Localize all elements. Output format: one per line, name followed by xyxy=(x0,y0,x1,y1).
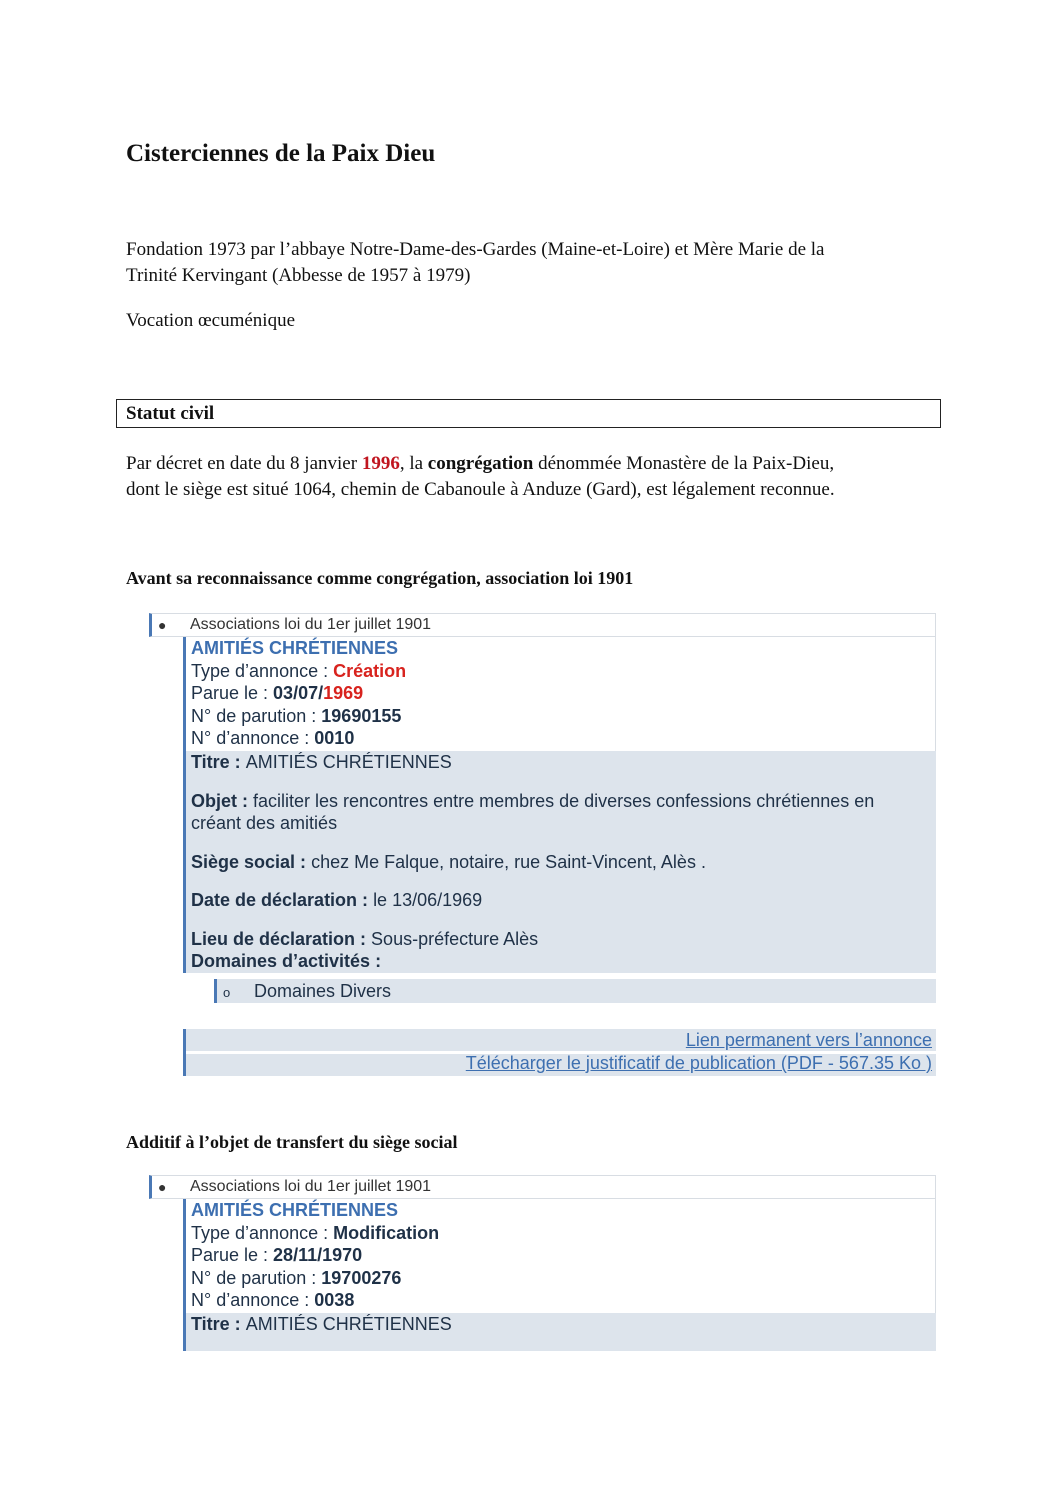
statut-text: Par décret en date du 8 janvier xyxy=(126,453,362,474)
section2-heading: Additif à l’objet de transfert du siège social xyxy=(126,1132,458,1152)
domaine-value: Domaines Divers xyxy=(254,981,392,1001)
titre-value: AMITIÉS CHRÉTIENNES xyxy=(245,1314,452,1334)
lieu-declaration-label: Lieu de déclaration : xyxy=(191,928,372,949)
objet-label: Objet : xyxy=(191,790,253,811)
lieu-declaration-field xyxy=(191,928,936,951)
titre-field xyxy=(191,751,936,774)
type-label: Type d’annonce : xyxy=(191,660,334,681)
category-label: Associations loi du 1er juillet 1901 xyxy=(190,1178,432,1195)
decree-year: 1996 xyxy=(361,453,400,474)
parue-label: Parue le : xyxy=(191,683,274,703)
numero-annonce xyxy=(191,727,935,750)
parue-date: 03/07/ xyxy=(273,683,324,703)
numero-parution xyxy=(191,1267,935,1290)
statut-civil-heading: Statut civil xyxy=(116,399,941,428)
parution-value: 19690155 xyxy=(321,705,402,726)
date-declaration-field xyxy=(191,889,936,912)
annonce2-details xyxy=(183,1313,936,1351)
parue-le xyxy=(191,1244,935,1267)
type-label: Type d’annonce : xyxy=(191,1222,334,1243)
congregation-term: congrégation xyxy=(427,453,534,474)
vocation-text: Vocation œcuménique xyxy=(126,310,296,331)
date-declaration-label: Date de déclaration : xyxy=(191,890,374,910)
permalink-link[interactable]: Lien permanent vers l’annonce xyxy=(685,1030,932,1050)
numero-parution xyxy=(191,705,935,728)
titre-label: Titre : xyxy=(191,1314,246,1334)
statut-text: , la xyxy=(399,453,428,474)
numero-annonce xyxy=(191,1289,935,1312)
parution-label: N° de parution : xyxy=(191,1267,322,1288)
annonce-value: 0038 xyxy=(314,1290,355,1310)
titre-value: AMITIÉS CHRÉTIENNES xyxy=(245,752,452,772)
annonce2-header xyxy=(183,1199,936,1313)
siege-field xyxy=(191,851,936,874)
titre-field xyxy=(191,1313,936,1336)
page-title: Cisterciennes de la Paix Dieu xyxy=(126,140,436,167)
siege-label: Siège social : xyxy=(191,851,312,872)
siege-value: chez Me Falque, notaire, rue Saint-Vincent, Alès . xyxy=(311,851,706,872)
lieu-declaration-value: Sous-préfecture Alès xyxy=(371,928,539,949)
type-value: Modification xyxy=(333,1222,440,1243)
annonce-label: N° d’annonce : xyxy=(191,1290,315,1310)
domaines-label: Domaines d’activités : xyxy=(191,951,382,971)
objet-field xyxy=(191,790,936,835)
parution-value: 19700276 xyxy=(321,1267,402,1288)
fondation-line-2: Trinité Kervingant (Abbesse de 1957 à 1979) xyxy=(126,265,471,286)
parue-label: Parue le : xyxy=(191,1245,274,1265)
bullet-icon: ● xyxy=(158,1179,167,1195)
fondation-line-1: Fondation 1973 par l’abbaye Notre-Dame-des-Gardes (Maine-et-Loire) et Mère Marie de la xyxy=(126,239,825,260)
association-name: AMITIÉS CHRÉTIENNES xyxy=(191,1200,399,1220)
statut-paragraph xyxy=(126,451,946,503)
bullet-icon: ● xyxy=(158,617,167,633)
category-label: Associations loi du 1er juillet 1901 xyxy=(190,616,432,633)
parue-le xyxy=(191,682,935,705)
annonce-value: 0010 xyxy=(314,728,355,748)
titre-label: Titre : xyxy=(191,752,246,772)
type-annonce xyxy=(191,1222,935,1245)
association-name: AMITIÉS CHRÉTIENNES xyxy=(191,638,399,658)
circle-bullet-icon: o xyxy=(223,985,231,1000)
parue-value: 28/11/1970 xyxy=(273,1245,363,1265)
download-pdf-link[interactable]: Télécharger le justificatif de publication (PDF - 567.35 Ko ) xyxy=(465,1053,932,1073)
statut-text: dénommée Monastère de la Paix-Dieu, xyxy=(533,453,835,474)
date-declaration-value: le 13/06/1969 xyxy=(373,890,483,910)
objet-value: faciliter les rencontres entre membres de diverses confessions chrétiennes en xyxy=(253,790,875,811)
parution-label: N° de parution : xyxy=(191,705,322,726)
objet-value-cont: créant des amitiés xyxy=(191,813,338,833)
section1-heading: Avant sa reconnaissance comme congrégation, association loi 1901 xyxy=(126,568,634,588)
statut-line-2: dont le siège est situé 1064, chemin de Cabanoule à Anduze (Gard), est légalement reconnue. xyxy=(126,479,835,500)
annonce1-links xyxy=(183,1029,936,1076)
annonce2-category xyxy=(149,1175,936,1199)
annonce1-header xyxy=(183,637,936,751)
fondation-paragraph xyxy=(126,237,926,289)
type-value: Création xyxy=(333,660,407,681)
annonce1-category xyxy=(149,613,936,637)
type-annonce xyxy=(191,660,935,683)
annonce-label: N° d’annonce : xyxy=(191,728,315,748)
statut-line-1 xyxy=(126,451,946,477)
parue-year: 1969 xyxy=(323,683,364,703)
annonce1-details xyxy=(183,751,936,973)
domaine-item xyxy=(214,979,936,1003)
